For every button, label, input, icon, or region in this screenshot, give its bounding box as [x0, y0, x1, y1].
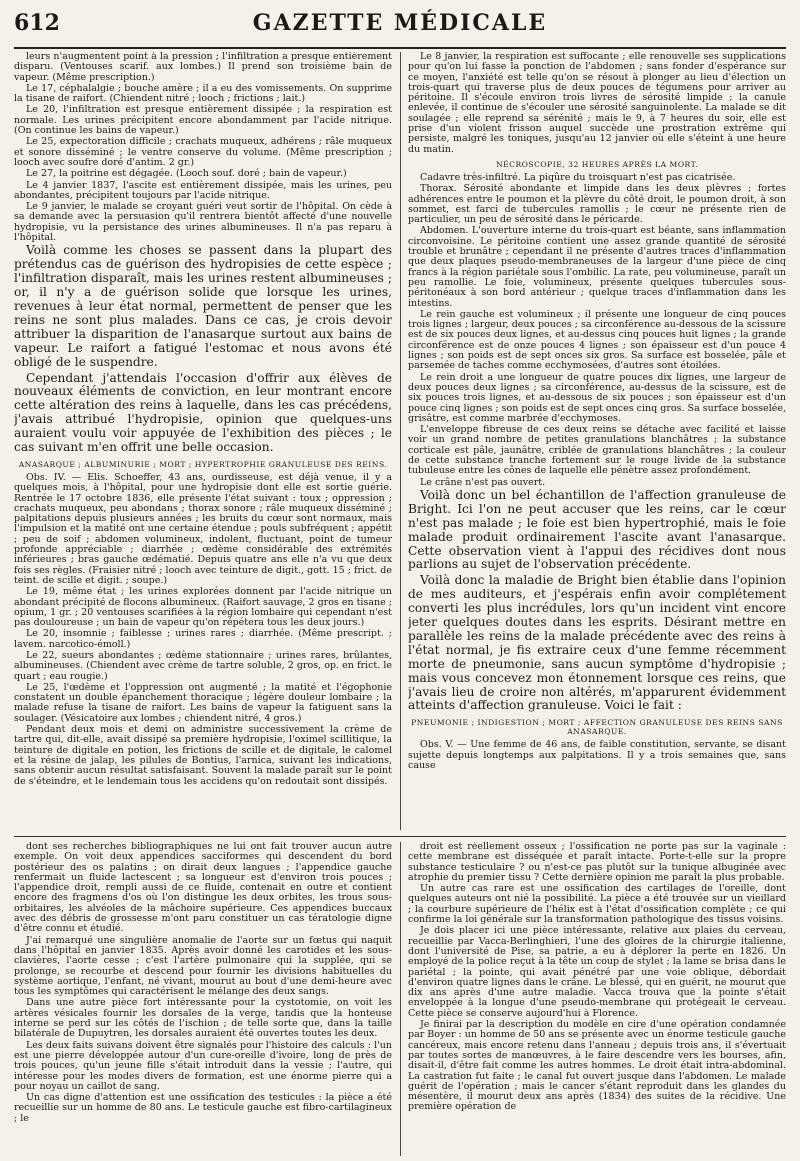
section-heading: ANASARQUE ; ALBUMINURIE ; MORT ; HYPERTROPHIE GRANULEUSE DES REINS. [18, 459, 388, 469]
paragraph: Le 19, même état ; les urines explorées donnent par l'acide nitrique un abondant précipité de flocons albumineux. (Raifort sauvage, 2 gros en tisane ; opium, 1 gr. ; 20 ventouses scarifiées à la région lombaire qui cependant n'est pas douloureuse ; un bain de vapeur qu'on répétera tous les deux jours.) [14, 586, 392, 629]
paragraph: Obs. V. — Une femme de 46 ans, de faible constitution, servante, se disant sujette depuis longtemps aux palpitations. Il y a trois semaines que, sans cause [408, 739, 786, 771]
paragraph: Le 20, l'infiltration est presque entièrement dissipée ; la respiration est normale. Les urines précipitent encore abondamment par l'acide nitrique. (On continue les bains de vapeur.) [14, 104, 392, 137]
paragraph: Un cas digne d'attention est une ossification des testicules : la pièce a été recueillie sur un homme de 80 ans. Le testicule gauche est fibro-cartilagineux ; le [14, 1092, 392, 1124]
top-left-column [14, 52, 392, 830]
paragraph: Voilà donc la maladie de Bright bien établie dans l'opinion de mes auditeurs, et j'espérais enfin avoir complétement converti les plus incrédules, lors qu'un incident vint encore jeter quelques doutes dans les esprits. Désirant mettre en parallèle les reins de la malade précédente avec des reins à l'état normal, je fis extraire ceux d'une femme récemment morte de pneumonie, sans aucun symptôme d'hydropisie ; mais vous concevez mon étonnement lorsque ces reins, que j'avais lieu de croire non altérés, m'apparurent évidemment atteints d'affection granuleuse. Voici le fait : [408, 573, 786, 713]
section-heading: PNEUMONIE ; INDIGESTION ; MORT ; AFFECTION GRANULEUSE DES REINS SANS ANASARQUE. [411, 718, 783, 737]
column-divider-top [400, 52, 401, 830]
section-heading: NÉCROSCOPIE, 32 HEURES APRÈS LA MORT. [495, 159, 699, 169]
paragraph: Le 22, sueurs abondantes ; œdème stationnaire ; urines rares, brûlantes, albumineuses. (Chiendent avec crème de tartre soluble, 2 gros, op. en frict. le quart ; eau rougie.) [14, 649, 392, 682]
paragraph: Voilà comme les choses se passent dans la plupart des prétendus cas de guérison des hydropisies de cette espèce ; l'infiltration disparaît, mais les urines restent albumineuses ; or, il n'y a de guérison solide que lorsque les urines, revenues à leur état normal, permettent de penser que les reins ne sont plus malades. Dans ce cas, je crois devoir attribuer la disparition de l'anasarque surtout aux bains de vapeur. Le raifort a fatigué l'estomac et nous avons été obligé de le suspendre. [14, 243, 392, 369]
paragraph: J'ai remarqué une singulière anomalie de l'aorte sur un fœtus qui naquit dans l'hôpital en janvier 1835. Après avoir donné les carotides et les sous-clavières, l'aorte cesse ; c'est l'artère pulmonaire qui la supplée, qui se prolonge, se recourbe et descend pour fournir les divisions habituelles du système aortique, l'enfant, né vivant, mourut au bout d'une demi-heure avec tous les symptômes qui caractérisent le mélange des deux sangs. [14, 934, 392, 998]
paragraph: L'enveloppe fibreuse de ces deux reins se détache avec facilité et laisse voir un grand nombre de petites granulations blanchâtres ; la substance corticale est pâle, jaunâtre, criblée de granulations blanchâtres ; la couleur de cette substance tranche fortement sur le rouge livide de la substance tubuleuse entre les cônes de laquelle elle pénètre assez profondément. [408, 424, 786, 477]
paragraph: Dans une autre pièce fort intéressante pour la cystotomie, on voit les artères vésicales fournir les dorsales de la verge, tandis que la honteuse interne se perd sur les côtés de l'ischion ; de telle sorte que, dans la taille bilatérale de Dupuytren, les dorsales auraient été ouvertes toutes les deux. [14, 997, 392, 1040]
header-rule [14, 47, 786, 49]
column-divider-bottom [400, 842, 401, 1156]
paragraph: leurs n'augmentent point à la pression ; l'infiltration a presque entièrement disparu. (Ventouses scarif. aux lombes.) Il prend son troisième bain de vapeur. (Même prescription.) [14, 52, 392, 83]
paragraph: Voilà donc un bel échantillon de l'affection granuleuse de Bright. Ici l'on ne peut accuser que les reins, car le cœur n'est pas malade ; le foie est bien hypertrophié, mais le foie malade produit ordinairement l'ascite avant l'anasarque. Cette observation vient à l'appui des récidives dont nous parlions au sujet de l'observation précédente. [408, 487, 786, 572]
paragraph: Thorax. Sérosité abondante et limpide dans les deux plèvres ; fortes adhérences entre le poumon et la plèvre du côté droit, le poumon droit, à son sommet, est farci de tubercules ramollis ; le cœur ne présente rien de particulier, un peu de sérosité dans le péricarde. [408, 183, 786, 226]
bottom-right-column [408, 842, 786, 1156]
paragraph: Obs. IV. — Elis. Schoeffer, 43 ans, ourdisseuse, est déjà venue, il y a quelques mois, à l'hôpital, pour une hydropisie dont elle est sortie guérie. Rentrée le 17 octobre 1836, elle présente l'état suivant : toux ; oppression ; crachats muqueux, peu abondans ; thorax sonore ; râle muqueux disséminé ; palpitations depuis plusieurs années ; les bruits du cœur sont normaux, mais l'impulsion et la matité ont une certaine étendue ; pouls subfréquent ; appétit ; peu de soif ; abdomen volumineux, indolent, fluctuant, point de tumeur profonde appréciable ; diarrhée ; œdème considérable des extrémités inférieures ; bras gauche œdématié. Depuis quatre ans elle n'a vu que deux fois ses règles. (Fraisier nitré ; looch avec teinture de digit., gott. 15 ; frict. de teint. de scille et digit. ; soupe.) [14, 471, 392, 586]
paragraph: Le rein gauche est volumineux ; il présente une longueur de cinq pouces trois lignes ; largeur, deux pouces ; sa circonférence au-dessous de la scissure est de six pouces deux lignes, et au-dessus cinq pouces huit lignes ; la grande circonférence est de onze pouces 4 lignes ; son épaisseur est d'un pouce 4 lignes ; son poids est de sept onces six gros. Sa surface est bosselée, pâle et parsemée de taches comme ecchymosées, d'autres sont étoilées. [408, 308, 786, 372]
bottom-left-column [14, 842, 392, 1156]
paragraph: Le 25, l'œdème et l'oppression ont augmenté ; la matité et l'égophonie constatent un double épanchement thoracique ; légère douleur lombaire ; la malade refuse la tisane de raifort. Les bains de vapeur la fatiguent sans la soulager. (Vésicatoire aux lombes ; chiendent nitré, 4 gros.) [14, 681, 392, 724]
paragraph: Le crâne n'est pas ouvert. [420, 476, 546, 488]
journal-title: GAZETTE MÉDICALE [252, 10, 548, 36]
paragraph: Le 4 janvier 1837, l'ascite est entièrement dissipée, mais les urines, peu abondantes, précipitent toujours par l'acide nitrique. [14, 179, 392, 201]
paragraph: Pendant deux mois et demi on administre successivement la crème de tartre qui, dit-elle, avait dissipé sa première hydropisie, l'oximel scillitique, la teinture de digitale en potion, les frictions de scille et de digitale, le calomel et la résine de jalap, les pilules de Bontius, l'arnica, suivant les indications, sans obtenir aucun résultat satisfaisant. Souvent la malade paraît sur le point de s'éteindre, et le lendemain tous les accidens qu'on redoutait sont dissipés. [14, 724, 392, 787]
paragraph: Cependant j'attendais l'occasion d'offrir aux élèves de nouveaux éléments de conviction, en leur montrant encore cette altération des reins à laquelle, dans les cas précédens, j'avais attribué l'hydropisie, opinion que quelques-uns auraient voulu voir appuyée de l'exhibition des pièces ; le cas suivant m'en offrit une belle occasion. [14, 370, 392, 455]
paragraph: Le 27, la poitrine est dégagée. (Looch souf. doré ; bain de vapeur.) [26, 168, 347, 180]
paragraph: Je finirai par la description du modèle en cire d'une opération condamnée par Boyer : un homme de 50 ans se présente avec un énorme testicule gauche cancéreux, mais encore retenu dans l'anneau ; depuis trois ans, il s'évertuait par toutes sortes de manœuvres, à le faire descendre vers les bourses, afin, disait-il, d'être fait comme les autres hommes. Le droit était intra-abdominal. La castration fut faite ; le canal fut ouvert jusque dans l'abdomen. Le malade guérit de l'opération ; mais le cancer s'étant reproduit dans les glandes du mésentère, il mourut deux ans après (1834) des suites de la récidive. Une première opération de [408, 1019, 786, 1113]
paragraph: Les deux faits suivans doivent être signalés pour l'histoire des calculs : l'un est une pierre développée autour d'un cure-oreille d'ivoire, long de près de trois pouces, qu'un jeune fille s'était introduit dans la vessie ; l'autre, qui intéresse pour les modes divers de formation, est une énorme pierre qui a pour noyau un caillot de sang. [14, 1039, 392, 1092]
paragraph: Le 25, expectoration difficile ; crachats muqueux, adhérens ; râle muqueux et sonore disséminé ; le ventre conserve du volume. (Même prescription ; looch avec soufre doré d'antim. 2 gr.) [14, 136, 392, 168]
paragraph: Le 8 janvier, la respiration est suffocante ; elle renouvelle ses supplications pour qu'on lui fasse la ponction de l'abdomen ; sans fonder d'espérance sur ce moyen, l'anxiété est telle qu'on se résout à plonger au lieu d'élection un trois-quart qui traverse plus de deux pouces de tégumens pour arriver au péritoine. Il s'écoule environ trois livres de sérosité limpide ; la canule enlevée, il continue de s'écouler une sérosité sanguinolente. La malade se dit soulagée ; elle reprend sa sérénité ; mais le 9, à 7 heures du soir, elle est prise d'un violent frisson auquel succède une prostration extrême qui persiste, malgré les toniques, jusqu'au 12 janvier où elle s'éteint à une heure du matin. [408, 52, 786, 155]
paragraph: dont ses recherches bibliographiques ne lui ont fait trouver aucun autre exemple. On voit deux appendices sacciformes qui descendent du bord postérieur des os palatins ; on dirait deux langues ; l'appendice gauche renfermait un fluide lactescent ; sa longueur est d'environ trois pouces ; l'appendice droit, rempli aussi de ce fluide, contenait en outre et contient encore des fragmens d'os où l'on distingue les deux orbites, les trous sous-orbitaires, les alvéoles de la mâchoire supérieure. Ces appendices buccaux avec des débris de grossesse m'ont paru constituer un cas tératologie digne d'être connu et étudié. [14, 842, 392, 935]
paragraph: Le rein droit a une longueur de quatre pouces dix lignes, une largeur de deux pouces deux lignes ; sa circonférence, au-dessus de la scissure, est de six pouces trois lignes, et au-dessous de six pouces ; son épaisseur est d'un pouce cinq lignes ; son poids est de sept onces cinq gros. Sa surface bosselée, grisâtre, est comme marbrée d'ecchymoses. [408, 371, 786, 424]
paragraph: Je dois placer ici une pièce intéressante, relative aux plaies du cerveau, recueillie par Vacca-Berlinghieri, l'une des gloires de la chirurgie italienne, dont l'université de Pise, sa patrie, a eu à déplorer la perte en 1826. Un employé de la police reçut à la tête un coup de stylet ; la lame se brisa dans le pariétal ; la pointe, qui avait pénétré par une voie oblique, débordait d'environ quatre lignes dans le crâne. Le blessé, qui en guérit, ne mourut que dix ans après d'une autre maladie. Vacca trouva que la pointe s'était enveloppée à la longue d'une pseudo-membrane qui protégeait le cerveau. Cette pièce se conserve aujourd'hui à Florence. [408, 925, 786, 1019]
paragraph: droit est réellement osseux ; l'ossification ne porte pas sur la vaginale : cette membrane est disséquée et paraît intacte. Porte-t-elle sur la propre substance testiculaire ? ou n'est-ce pas plutôt sur la tunique albuginée avec atrophie du premier tissu ? Cette dernière opinion me paraît la plus probable. [408, 842, 786, 883]
page-header [14, 6, 786, 46]
feuilleton-rule [14, 836, 786, 837]
paragraph: Le 20, insomnie ; faiblesse ; urines rares ; diarrhée. (Même prescript. ; lavem. narcotico-émoll.) [14, 628, 392, 650]
paragraph: Cadavre très-infiltré. La piqûre du troisquart n'est pas cicatrisée. [420, 171, 736, 183]
paragraph: Le 17, céphalalgie ; bouche amère ; il a eu des vomissements. On supprime la tisane de raifort. (Chiendent nitré ; looch ; frictions ; lait.) [14, 82, 392, 105]
page-number: 612 [14, 10, 60, 36]
paragraph: Le 9 janvier, le malade se croyant guéri veut sortir de l'hôpital. On cède à sa demande avec la persuasion qu'il rentrera bientôt affecté d'une nouvelle hydropisie, vu la persistance des urines albumineuses. Il n'a pas reparu à l'hôpital. [14, 201, 392, 244]
paragraph: Abdomen. L'ouverture interne du trois-quart est béante, sans inflammation circonvoisine. Le péritoine contient une assez grande quantité de sérosité trouble et brunâtre ; cependant il ne présente d'autres traces d'inflammation que deux plaques pseudo-membraneuses de la largeur d'une pièce de cinq francs à la région pariétale sous l'ombilic. La rate, peu volumineuse, paraît un peu ramollie. Le foie, volumineux, présente quelques tubercules sous-péritonéaux à son bord antérieur ; quelque traces d'inflammation dans les intestins. [408, 225, 786, 309]
top-right-column [408, 52, 786, 830]
paragraph: Un autre cas rare est une ossification des cartilages de l'oreille, dont quelques auteurs ont nié la possibilité. La pièce a été trouvée sur un vieillard ; la courbure supérieure de l'hélix est à l'état d'ossification complète ; ce qui confirme la loi générale sur la transformation pathologique des tissus voisins. [408, 883, 786, 926]
